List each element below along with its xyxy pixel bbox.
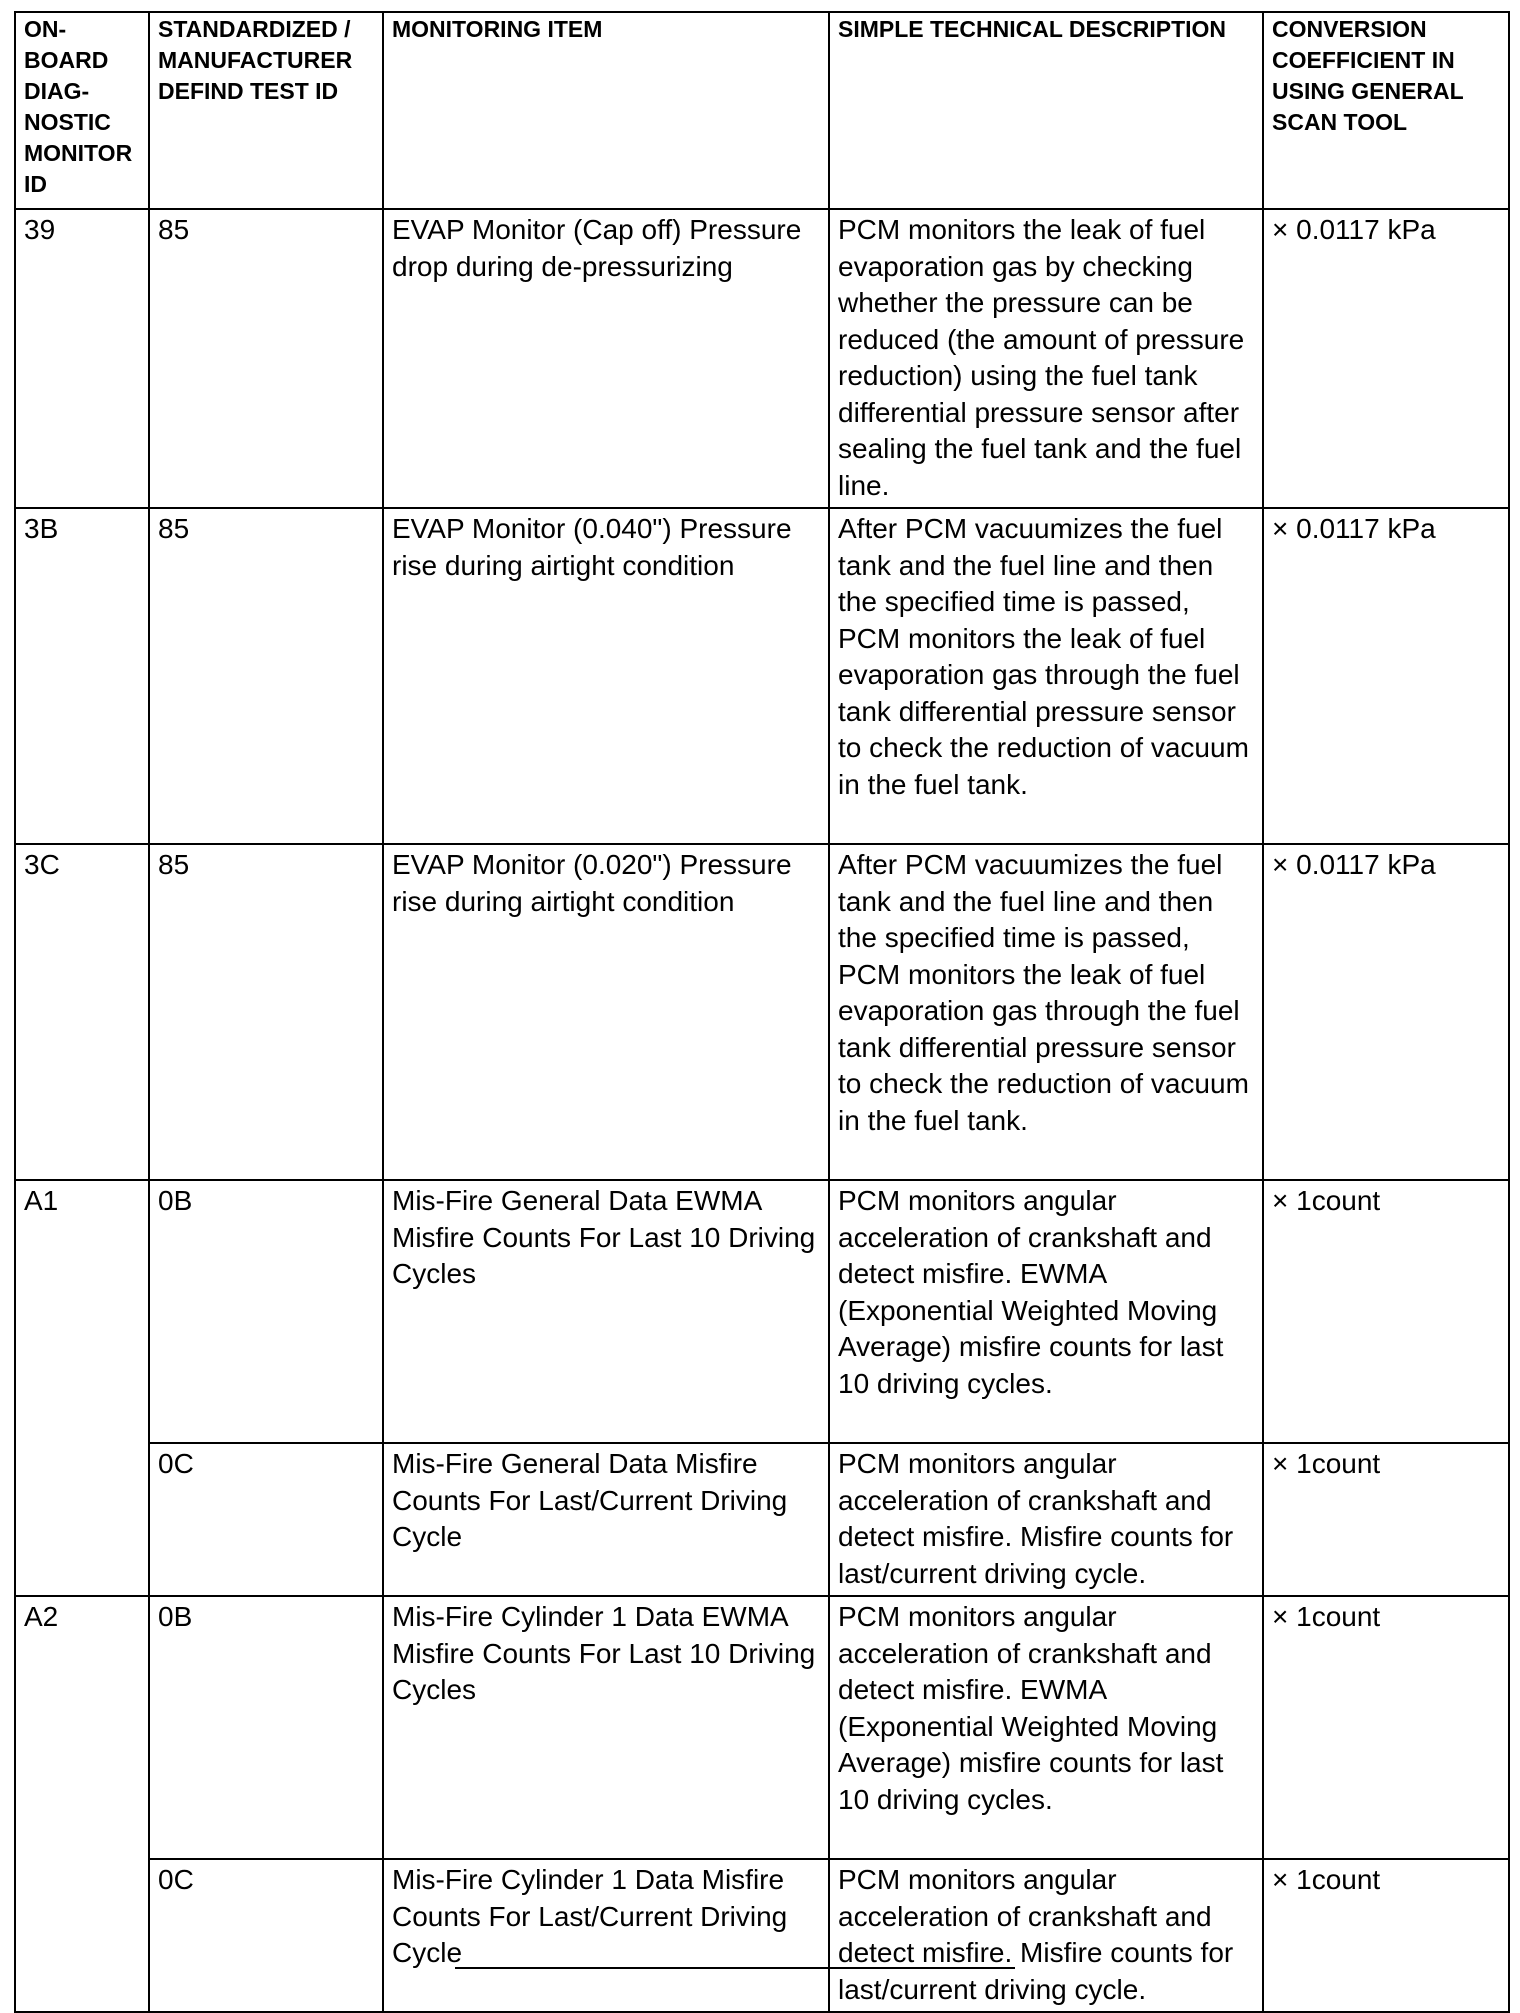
- header-description: SIMPLE TECHNICAL DESCRIPTION: [829, 12, 1263, 209]
- description-cell: After PCM vacuumizes the fuel tank and the fuel line and then the specified time is passed, PCM monitors the leak of fuel evaporation gas through the fuel tank differential pressure sensor to check the reduction of vacuum in the fuel tank.: [829, 508, 1263, 844]
- description-cell: PCM monitors angular acceleration of crankshaft and detect misfire. Misfire counts for last/current driving cycle.: [829, 1443, 1263, 1596]
- description-cell: PCM monitors angular acceleration of crankshaft and detect misfire. EWMA (Exponential Weighted Moving Average) misfire counts for last 10 driving cycles.: [829, 1180, 1263, 1443]
- test-id-cell: 0B: [149, 1180, 383, 1443]
- monitor-id-cell: A1: [15, 1180, 149, 1596]
- monitoring-item-cell: Mis-Fire General Data EWMA Misfire Counts For Last 10 Driving Cycles: [383, 1180, 829, 1443]
- test-id-cell: 0B: [149, 1596, 383, 1859]
- test-id-cell: 85: [149, 209, 383, 508]
- header-monitoring-item: MONITORING ITEM: [383, 12, 829, 209]
- table-row: [15, 844, 1509, 1180]
- table-row: [15, 1443, 1509, 1596]
- table-row: [15, 1596, 1509, 1859]
- header-obd-monitor-id: ON- BOARD DIAG- NOSTIC MONITOR ID: [15, 12, 149, 209]
- conversion-cell: × 0.0117 kPa: [1263, 209, 1509, 508]
- conversion-cell: × 1count: [1263, 1596, 1509, 1859]
- footer-divider: [455, 1967, 1015, 1969]
- table-row: [15, 1180, 1509, 1443]
- conversion-cell: × 1count: [1263, 1443, 1509, 1596]
- monitor-id-cell: 3B: [15, 508, 149, 844]
- description-cell: PCM monitors the leak of fuel evaporation gas by checking whether the pressure can be reduced (the amount of pressure reduction) using the fuel tank differential pressure sensor after sealing the fuel tank and the fuel line.: [829, 209, 1263, 508]
- test-id-cell: 0C: [149, 1443, 383, 1596]
- test-id-cell: 0C: [149, 1859, 383, 2012]
- monitor-id-cell: 39: [15, 209, 149, 508]
- table-row: [15, 209, 1509, 508]
- monitor-id-cell: A2: [15, 1596, 149, 2012]
- conversion-cell: × 1count: [1263, 1180, 1509, 1443]
- conversion-cell: × 1count: [1263, 1859, 1509, 2012]
- conversion-cell: × 0.0117 kPa: [1263, 844, 1509, 1180]
- test-id-cell: 85: [149, 844, 383, 1180]
- header-conversion: CONVERSION COEFFICIENT IN USING GENERAL SCAN TOOL: [1263, 12, 1509, 209]
- table-row: [15, 508, 1509, 844]
- monitor-test-table: [14, 11, 1510, 2013]
- description-cell: PCM monitors angular acceleration of crankshaft and detect misfire. Misfire counts for last/current driving cycle.: [829, 1859, 1263, 2012]
- header-test-id: STANDARDIZED / MANUFACTURER DEFIND TEST ID: [149, 12, 383, 209]
- test-id-cell: 85: [149, 508, 383, 844]
- monitoring-item-cell: Mis-Fire Cylinder 1 Data Misfire Counts For Last/Current Driving Cycle: [383, 1859, 829, 2012]
- monitor-id-cell: 3C: [15, 844, 149, 1180]
- description-cell: PCM monitors angular acceleration of crankshaft and detect misfire. EWMA (Exponential Weighted Moving Average) misfire counts for last 10 driving cycles.: [829, 1596, 1263, 1859]
- table-row: [15, 1859, 1509, 2012]
- monitoring-item-cell: Mis-Fire General Data Misfire Counts For Last/Current Driving Cycle: [383, 1443, 829, 1596]
- monitoring-item-cell: EVAP Monitor (Cap off) Pressure drop during de-pressurizing: [383, 209, 829, 508]
- monitoring-item-cell: EVAP Monitor (0.020") Pressure rise during airtight condition: [383, 844, 829, 1180]
- monitoring-item-cell: Mis-Fire Cylinder 1 Data EWMA Misfire Counts For Last 10 Driving Cycles: [383, 1596, 829, 1859]
- description-cell: After PCM vacuumizes the fuel tank and the fuel line and then the specified time is passed, PCM monitors the leak of fuel evaporation gas through the fuel tank differential pressure sensor to check the reduction of vacuum in the fuel tank.: [829, 844, 1263, 1180]
- conversion-cell: × 0.0117 kPa: [1263, 508, 1509, 844]
- monitoring-item-cell: EVAP Monitor (0.040") Pressure rise during airtight condition: [383, 508, 829, 844]
- table-header-row: [15, 12, 1509, 209]
